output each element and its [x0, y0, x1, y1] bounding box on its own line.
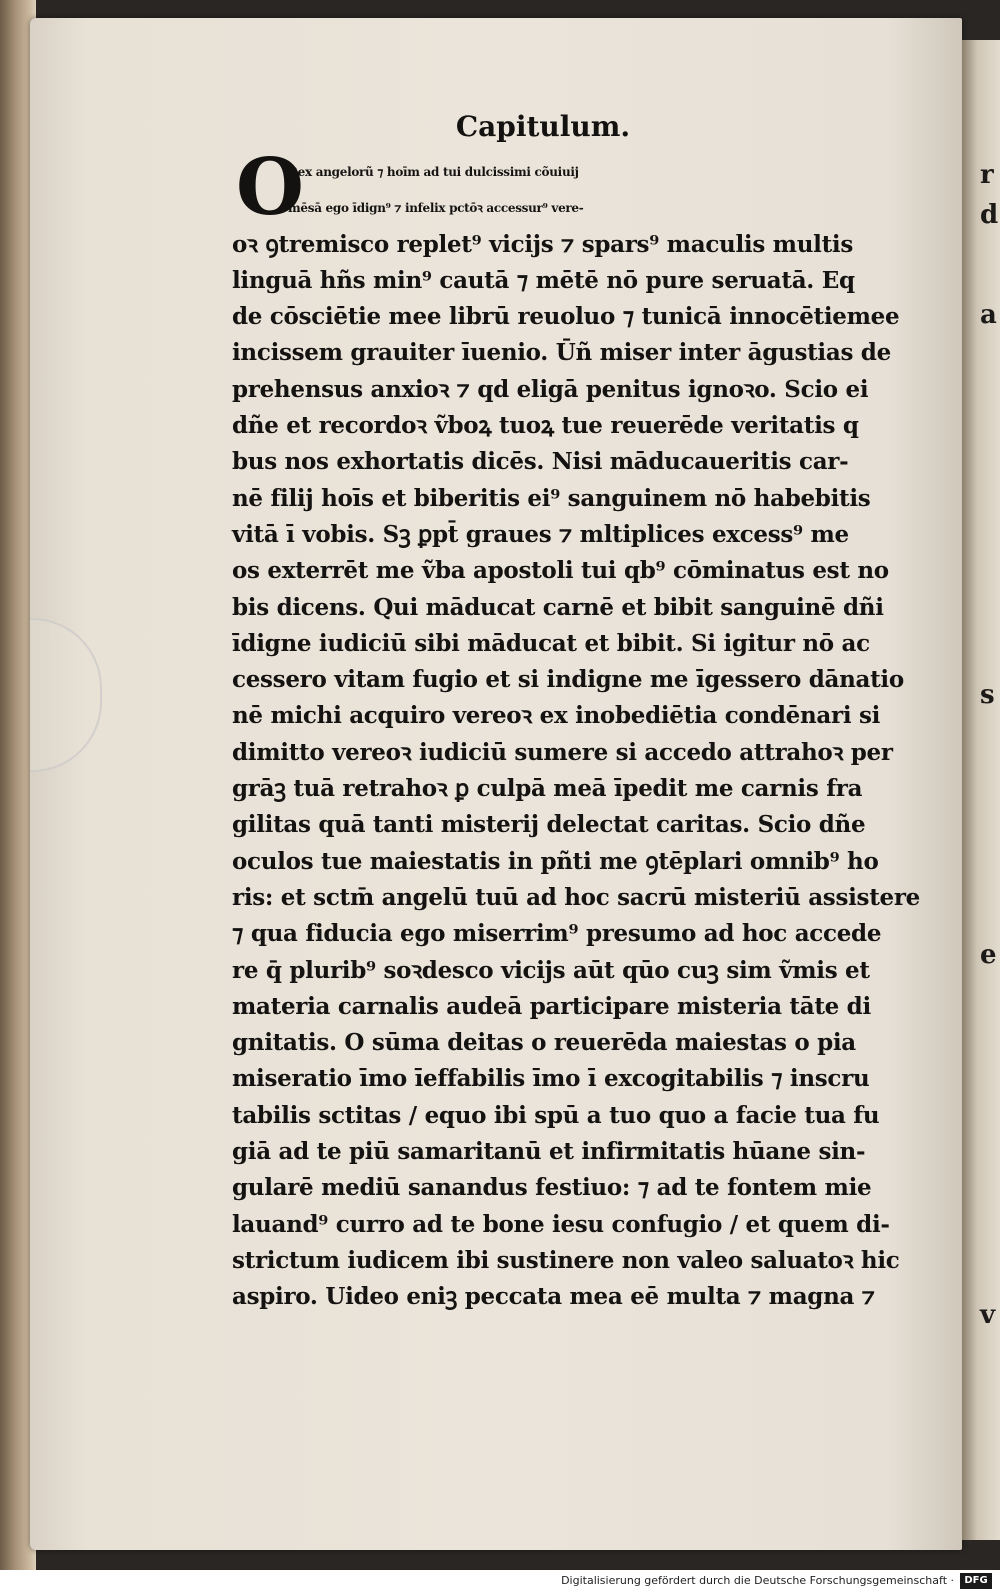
- text-line: aspiro. Uideo eniꝫ peccata mea eē multa ⁊ magna ⁊: [232, 1283, 875, 1311]
- text-line: incissem grauiter īuenio. Ūñ miser inter āgustias de: [232, 339, 891, 367]
- text-line: Rex angelorũ ⁊ hoīm ad tui dulcissimi cõuiuij: [288, 165, 579, 179]
- text-line: strictum iudicem ibi sustinere non valeo saluatoꝛ hic: [232, 1246, 900, 1274]
- text-line: ⁊ qua fiducia ego miserrim⁹ presumo ad hoc accede: [232, 920, 882, 948]
- text-line: vitā ī vobis. Sꝫ ꝑpt̄ graues ⁊ mltiplices excess⁹ me: [232, 520, 849, 548]
- dfg-logo: DFG: [960, 1573, 992, 1589]
- text-line: tabilis sctitas / equo ibi spū a tuo quo a facie tua fu: [232, 1101, 880, 1129]
- adjacent-page-glyph: s: [980, 680, 995, 710]
- text-line: dñe et recordoꝛ ṽboꝝ tuoꝝ tue reuerēde veritatis q: [232, 412, 859, 440]
- text-line: grāꝫ tuā retrahoꝛ ꝑ culpā meā īpedit me carnis fra: [232, 775, 863, 803]
- text-line: cessero vitam fugio et si indigne me īgessero dānatio: [232, 666, 904, 694]
- adjacent-page-glyph: r: [980, 160, 994, 190]
- chapter-heading: Capitulum.: [455, 110, 631, 143]
- text-lines: [232, 142, 944, 1316]
- text-line: gilitas quā tanti misterij delectat caritas. Scio dñe: [232, 811, 866, 839]
- adjacent-page-glyph: v: [980, 1300, 996, 1330]
- adjacent-page-glyph: a: [980, 300, 997, 330]
- footer: [0, 1570, 1000, 1594]
- text-line: linguā hñs min⁹ cautā ⁊ mētē nō pure seruatā. Eq: [232, 266, 855, 294]
- text-line: ris: et sctm̄ angelū tuū ad hoc sacrū misteriū assistere: [232, 883, 920, 911]
- text-line: miseratio īmo īeffabilis īmo ī excogitabilis ⁊ inscru: [232, 1065, 870, 1093]
- text-line: mēsā ego īdign⁹ ⁊ infelix pctōꝛ accessur⁹ vere-: [288, 201, 584, 216]
- text-line: prehensus anxioꝛ ⁊ qd eligā penitus ignoꝛo. Scio ei: [232, 375, 869, 403]
- text-line: bus nos exhortatis dicēs. Nisi māducaueritis car-: [232, 448, 849, 476]
- footer-credit: Digitalisierung gefördert durch die Deutsche Forschungsgemeinschaft ·: [561, 1574, 954, 1587]
- adjacent-page-edge: [962, 40, 1000, 1540]
- text-line: os exterrēt me ṽba apostoli tui qb⁹ cōminatus est no: [232, 557, 889, 585]
- text-line: gularē mediū sanandus festiuo: ⁊ ad te fontem mie: [232, 1174, 872, 1202]
- text-line: bis dicens. Qui māducat carnē et bibit sanguinē dñi: [232, 593, 884, 621]
- text-line: re q̄ plurib⁹ soꝛdesco vicijs aūt qūo cuꝫ sim ṽmis et: [232, 956, 870, 984]
- text-line: de cōsciētie mee librū reuoluo ⁊ tunicā innocētiemee: [232, 303, 900, 331]
- text-line: materia carnalis audeā participare misteria tāte di: [232, 992, 871, 1020]
- text-line: oꝛ ꝯtremisco replet⁹ vicijs ⁊ spars⁹ maculis multis: [232, 230, 853, 258]
- text-line: giā ad te piū samaritanū et infirmitatis hūane sin-: [232, 1138, 866, 1166]
- page-clip: [30, 618, 102, 772]
- text-block: [232, 108, 944, 1316]
- text-line: lauand⁹ curro ad te bone iesu confugio / et quem di-: [232, 1210, 890, 1238]
- initial-letter: O: [236, 142, 304, 233]
- adjacent-page-glyph: e: [980, 940, 997, 970]
- text-line: oculos tue maiestatis in pñti me ꝯtēplari omnib⁹ ho: [232, 847, 879, 875]
- text-line: gnitatis. O sūma deitas o reuerēda maiestas o pia: [232, 1029, 856, 1057]
- text-line: dimitto vereoꝛ iudiciū sumere si accedo attrahoꝛ per: [232, 738, 893, 766]
- adjacent-page-glyph: d: [980, 200, 999, 230]
- text-line: nē michi acquiro vereoꝛ ex inobediētia condēnari si: [232, 702, 881, 730]
- text-line: īdigne iudiciū sibi māducat et bibit. Si igitur nō ac: [232, 629, 870, 657]
- text-line: nē filij hoīs et biberitis ei⁹ sanguinem nō habebitis: [232, 484, 871, 512]
